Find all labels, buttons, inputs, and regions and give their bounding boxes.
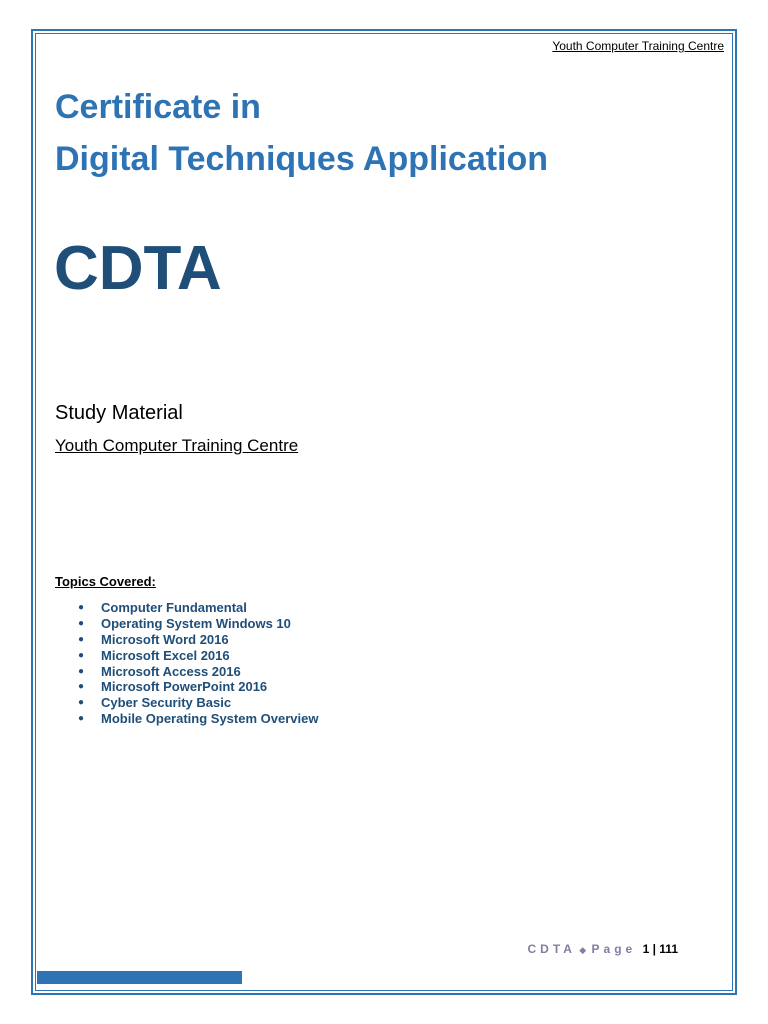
diamond-icon: ◆ — [579, 945, 587, 955]
topic-label: Microsoft PowerPoint 2016 — [101, 679, 268, 695]
topic-item — [55, 679, 318, 695]
topic-item — [55, 632, 318, 648]
topic-item — [55, 695, 318, 711]
topic-label: Computer Fundamental — [101, 600, 247, 615]
footer-page-divider: | — [652, 942, 656, 956]
document-title-line-1: Certificate in — [55, 88, 261, 126]
topic-item — [55, 616, 318, 632]
topic-item — [55, 600, 318, 616]
organization-name: Youth Computer Training Centre — [55, 436, 299, 455]
header-org-name: Youth Computer Training Centre — [552, 39, 724, 53]
topic-label: Microsoft Word 2016 — [101, 631, 229, 647]
footer-page-word: Page — [591, 942, 637, 956]
topics-heading: Topics Covered: — [55, 574, 156, 589]
topic-item — [55, 664, 318, 680]
topics-list — [55, 600, 318, 727]
bullet-icon: ● — [78, 617, 85, 629]
bullet-icon: ● — [78, 697, 85, 709]
footer-accent-bar — [37, 971, 242, 984]
bullet-icon: ● — [78, 681, 85, 693]
bullet-icon: ● — [78, 713, 85, 725]
footer-doc-code: CDTA — [527, 942, 576, 956]
topic-label: Operating System Windows 10 — [101, 615, 291, 631]
topic-item — [55, 711, 318, 727]
bullet-icon: ● — [78, 649, 85, 661]
bullet-icon: ● — [78, 665, 85, 677]
topic-label: Cyber Security Basic — [101, 695, 232, 711]
footer-page-total: 111 — [659, 942, 678, 956]
bullet-icon: ● — [78, 633, 85, 645]
document-title-line-2: Digital Techniques Application — [55, 140, 549, 178]
topic-label: Microsoft Excel 2016 — [101, 647, 230, 663]
document-subtitle: Study Material — [55, 402, 183, 424]
topic-item — [55, 648, 318, 664]
page-footer — [527, 942, 678, 956]
topic-label: Mobile Operating System Overview — [101, 711, 319, 727]
footer-page-number: 1 — [642, 942, 650, 956]
course-acronym: CDTA — [54, 234, 222, 303]
bullet-icon: ● — [78, 602, 85, 613]
topic-label: Microsoft Access 2016 — [101, 663, 241, 679]
